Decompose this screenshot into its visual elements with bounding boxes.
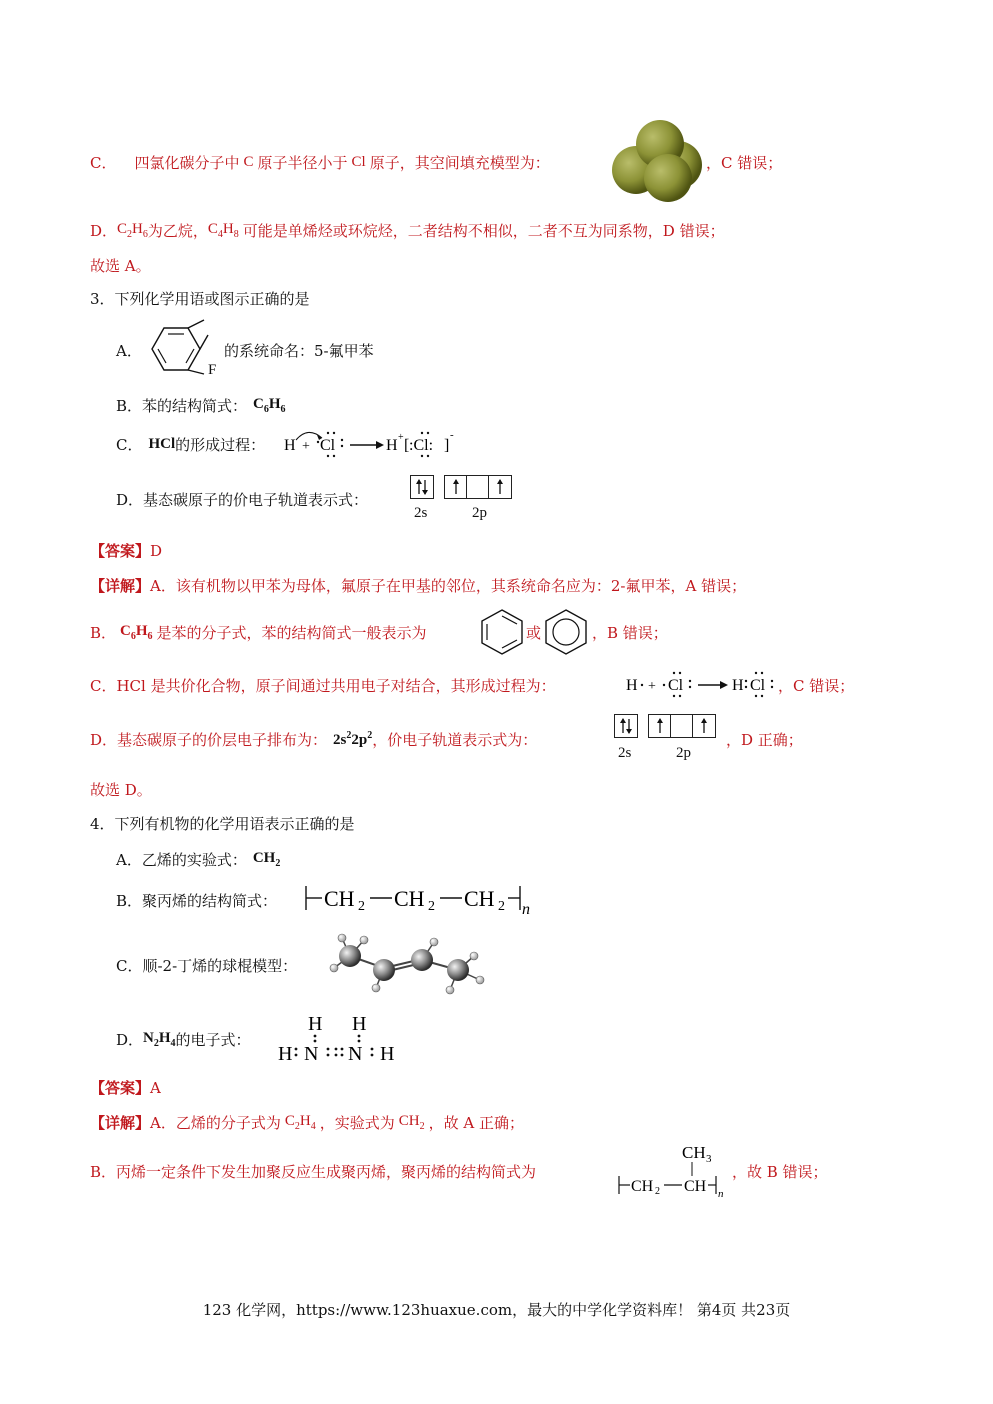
detail-3-d xyxy=(90,729,537,750)
answer-c-line xyxy=(90,152,550,173)
option-prefix: D． xyxy=(90,222,118,240)
svg-text:N: N xyxy=(348,1043,363,1065)
svg-text:-: - xyxy=(450,429,454,441)
choose-a xyxy=(90,255,151,276)
svg-text:2: 2 xyxy=(655,1186,660,1197)
orbital-2p-box xyxy=(444,475,512,499)
symbol: Cl xyxy=(351,154,366,170)
benzene-kekule-structure xyxy=(478,608,526,654)
orbital-cell-2p-3 xyxy=(489,476,511,498)
text: ，C 错误； xyxy=(706,154,783,172)
detail-3-a xyxy=(90,575,746,596)
svg-text:n: n xyxy=(522,901,530,918)
svg-text:H: H xyxy=(308,1013,323,1035)
question-4-stem xyxy=(90,813,355,834)
label-2s: 2s xyxy=(414,505,428,521)
orbital-cell-2s xyxy=(411,476,433,498)
detail-4-b xyxy=(90,1161,536,1182)
electron-config: $2s^22p^2$ xyxy=(333,730,373,748)
fluorine-label: F xyxy=(208,362,217,378)
svg-text:[: [ xyxy=(404,437,410,454)
text: A．乙烯的实验式： xyxy=(116,851,247,869)
svg-text:H: H xyxy=(732,677,744,694)
text: ，价电子轨道表示式为： xyxy=(372,731,538,749)
svg-text:+: + xyxy=(398,432,404,443)
q3-a-text xyxy=(224,340,374,361)
answer-label: 【答案】 xyxy=(90,544,151,560)
hcl-formation-process xyxy=(284,424,464,460)
detail-3-d-suffix: ，D 正确； xyxy=(726,731,803,749)
option-prefix: A． xyxy=(116,342,142,360)
q4-option-d xyxy=(116,1029,251,1050)
text: 四氯化碳分子中 xyxy=(134,154,240,172)
svg-text:CH: CH xyxy=(631,1178,654,1195)
symbol: C xyxy=(243,154,254,170)
svg-text::Cl:: :Cl: xyxy=(409,437,434,454)
svg-text:H: H xyxy=(352,1013,367,1035)
text: 原子半径小于 xyxy=(257,154,348,172)
detail-3-b-suffix: ，B 错误； xyxy=(592,624,668,642)
svg-text:]: ] xyxy=(444,437,450,454)
text: ，故 A 正确； xyxy=(428,1114,524,1132)
option-prefix: B． xyxy=(90,624,117,642)
text: C．顺-2-丁烯的球棍模型： xyxy=(116,957,298,975)
svg-text:3: 3 xyxy=(706,1153,712,1165)
text: 原子，其空间填充模型为： xyxy=(369,154,550,172)
answer-3 xyxy=(90,540,162,561)
svg-text:H: H xyxy=(278,1043,293,1065)
q4-option-c xyxy=(116,955,297,976)
svg-text:2: 2 xyxy=(428,899,435,914)
orbital-cell-2p-1 xyxy=(445,476,467,498)
orbital-cell-2p-2 xyxy=(671,715,693,737)
q3-option-d xyxy=(116,489,368,510)
detail-label: 【详解】 xyxy=(90,1116,151,1132)
text: 为乙烷， xyxy=(147,222,208,240)
text: B．苯的结构简式： xyxy=(116,397,248,415)
svg-text:H: H xyxy=(626,677,638,694)
text: 的形成过程： xyxy=(175,436,266,454)
svg-text:H: H xyxy=(386,437,398,454)
formula-c6h6: $C_6H_6$ xyxy=(253,396,286,415)
orbital-cell-2s xyxy=(615,715,637,737)
text: D．基态碳原子的价电子轨道表示式： xyxy=(116,491,369,509)
orbital-cell-2p-3 xyxy=(693,715,715,737)
svg-text:+: + xyxy=(302,439,310,454)
detail-3-c-suffix: ，C 错误； xyxy=(778,677,855,695)
answer-4 xyxy=(90,1077,161,1098)
q3-option-a xyxy=(116,340,142,361)
polypropylene-wrong-structure xyxy=(300,880,532,916)
text: 4．下列有机物的化学用语表示正确的是 xyxy=(90,815,355,833)
svg-text:Cl: Cl xyxy=(750,677,766,694)
svg-text:n: n xyxy=(718,1188,724,1200)
option-prefix: C． xyxy=(90,154,117,172)
formula-ch2: $CH_2$ xyxy=(398,1113,425,1132)
orbital-cell-2p-2 xyxy=(467,476,489,498)
svg-text:N: N xyxy=(304,1043,319,1065)
text: ，实验式为 xyxy=(319,1114,395,1132)
hcl-covalent-formation xyxy=(626,666,776,700)
ccl4-space-filling-model xyxy=(612,120,704,200)
svg-text:Cl: Cl xyxy=(668,677,684,694)
detail-label: 【详解】 xyxy=(90,579,151,595)
svg-text:Cl: Cl xyxy=(320,437,336,454)
formula-n2h4: $N_2H_4$ xyxy=(143,1030,176,1049)
cis-2-butene-ball-stick-model xyxy=(324,932,488,996)
detail-3-c xyxy=(90,675,556,696)
question-3-stem xyxy=(90,288,310,309)
formula-hcl: HCl xyxy=(148,436,176,452)
text: A．乙烯的分子式为 xyxy=(150,1114,281,1132)
benzene-circle-structure xyxy=(542,608,590,654)
choose-d xyxy=(90,779,152,800)
h-atom: H xyxy=(284,437,296,454)
text: 可能是单烯烃或环烷烃，二者结构不相似，二者不互为同系物，D 错误； xyxy=(242,222,725,240)
orbital-2s-box xyxy=(410,475,434,499)
formula-c4h8: $C_4H_8$ xyxy=(207,221,239,240)
svg-text:CH: CH xyxy=(464,886,495,911)
page-footer: 123 化学网，https://www.123huaxue.com，最大的中学化学资料库！ 第4页 共23页 xyxy=(202,1301,791,1319)
text: 故选 D。 xyxy=(90,781,152,799)
answer-value: A xyxy=(150,1078,161,1097)
svg-text:CH: CH xyxy=(682,1143,706,1162)
q3-option-c xyxy=(116,434,265,455)
answer-c-suffix xyxy=(706,152,782,173)
text: 的电子式： xyxy=(175,1031,251,1049)
polypropylene-structure xyxy=(614,1138,732,1198)
formula-ch2: $CH_2$ xyxy=(252,850,281,869)
answer-d-line xyxy=(90,220,725,241)
detail-orbital-2s-box xyxy=(614,714,638,738)
text: 3．下列化学用语或图示正确的是 xyxy=(90,290,310,308)
svg-text:CH: CH xyxy=(684,1178,707,1195)
text: 是苯的分子式，苯的结构简式一般表示为 xyxy=(156,624,427,642)
formula-c6h6: $C_6H_6$ xyxy=(120,623,153,642)
formula-c2h6: $C_2H_6$ xyxy=(117,221,148,240)
text: D．基态碳原子的价层电子排布为： xyxy=(90,731,328,749)
detail-4-a xyxy=(90,1112,524,1133)
option-prefix: D． xyxy=(116,1031,144,1049)
detail-label-2p: 2p xyxy=(676,745,691,761)
text: 故选 A。 xyxy=(90,257,151,275)
text: C．HCl 是共价化合物，原子间通过共用电子对结合，其形成过程为： xyxy=(90,677,556,695)
answer-label: 【答案】 xyxy=(90,1081,151,1097)
detail-3-b xyxy=(90,622,427,643)
text: 的系统命名：5-氟甲苯 xyxy=(224,342,374,360)
detail-4-b-suffix: ，故 B 错误； xyxy=(732,1163,828,1181)
text: B．聚丙烯的结构简式： xyxy=(116,892,278,910)
n2h4-electron-formula xyxy=(278,1008,408,1064)
orbital-cell-2p-1 xyxy=(649,715,671,737)
svg-text:CH: CH xyxy=(394,886,425,911)
option-prefix: C． xyxy=(116,436,143,454)
svg-text:2: 2 xyxy=(358,899,365,914)
svg-text:2: 2 xyxy=(498,899,505,914)
text: B．丙烯一定条件下发生加聚反应生成聚丙烯，聚丙烯的结构简式为 xyxy=(90,1163,537,1181)
svg-text:CH: CH xyxy=(324,886,355,911)
q3-a-f xyxy=(208,362,216,379)
answer-value: D xyxy=(150,541,163,560)
svg-text:H: H xyxy=(380,1043,395,1065)
svg-text:+: + xyxy=(648,679,656,694)
detail-orbital-2p-box xyxy=(648,714,716,738)
label-2p: 2p xyxy=(472,505,487,521)
text: A．该有机物以甲苯为母体，氟原子在甲基的邻位，其系统命名应为：2-氟甲苯，A 错误； xyxy=(150,577,747,595)
formula-c2h4: $C_2H_4$ xyxy=(284,1113,316,1132)
q3-option-b xyxy=(116,395,286,416)
q4-option-b xyxy=(116,890,277,911)
detail-label-2s: 2s xyxy=(618,745,632,761)
q4-option-a xyxy=(116,849,280,870)
detail-3-b-or: 或 xyxy=(526,624,542,642)
